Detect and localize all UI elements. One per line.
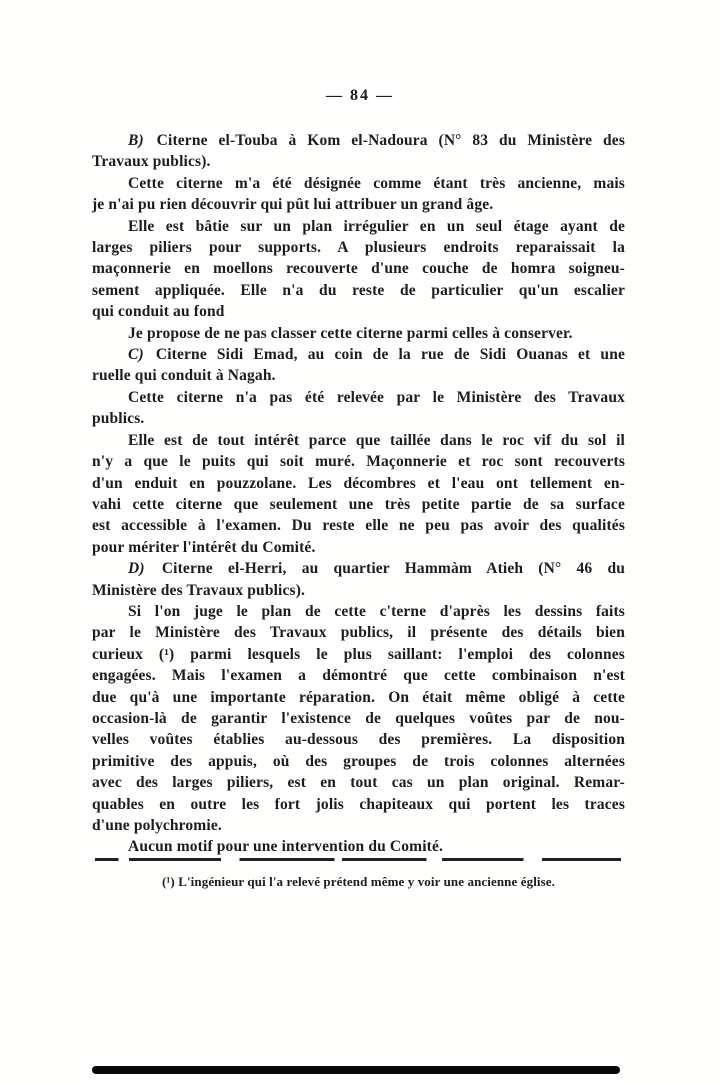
scan-artifact-bar <box>92 1066 620 1074</box>
text-line: n'y a que le puits qui soit muré. Maçonnerie et roc sont recouverts <box>92 453 625 471</box>
paragraph <box>92 130 625 173</box>
paragraph <box>92 216 625 323</box>
text-line: D) Citerne el-Herri, au quartier Hammàm Atieh (N° 46 du <box>128 560 625 578</box>
text-line: Je propose de ne pas classer cette citerne parmi celles à conserver. <box>128 324 573 342</box>
text-line: vahi cette citerne que seulement une très petite partie de sa surface <box>92 495 625 513</box>
text-line: publics. <box>92 410 145 428</box>
text-line: velles voûtes établies au-dessous des premières. La disposition <box>92 731 625 749</box>
text-line: d'une polychromie. <box>92 817 222 834</box>
text-line: est accessible à l'examen. Du reste elle ne peu pas avoir des qualités <box>92 517 625 535</box>
text-line: je n'ai pu rien découvrir qui pût lui attribuer un grand âge. <box>92 196 494 214</box>
text-line: Cette citerne n'a pas été relevée par le Ministère des Travaux <box>128 388 625 406</box>
text-line: B) Citerne el-Touba à Kom el-Nadoura (N° 83 du Ministère des <box>128 132 625 149</box>
paragraph <box>92 387 625 430</box>
section-letter: B) <box>128 132 144 149</box>
text-line: par le Ministère des Travaux publics, il présente des détails bien <box>92 624 625 642</box>
text-line: occasion-là de garantir l'existence de quelques voûtes par de nou- <box>92 709 625 727</box>
paragraph <box>92 173 625 216</box>
paragraph <box>92 836 625 857</box>
text-line: d'un enduit en pouzzolane. Les décombres et l'eau ont tellement en- <box>92 474 625 492</box>
text-line: engagées. Mais l'examen a démontré que cette combinaison n'est <box>92 667 625 685</box>
text-line: avec des larges piliers, est en tout cas un plan original. Remar- <box>92 774 625 792</box>
text-line: qui conduit au fond <box>92 303 225 321</box>
section-letter: C) <box>128 346 144 364</box>
text-line: Elle est bâtie sur un plan irrégulier en un seul étage ayant de <box>128 217 625 235</box>
paragraph <box>92 323 625 344</box>
text-line: pour mériter l'intérêt du Comité. <box>92 538 316 556</box>
text-line: curieux (¹) parmi lesquels le plus saillant: l'emploi des colonnes <box>92 645 625 663</box>
paragraph <box>92 558 625 601</box>
paragraph <box>92 430 625 558</box>
text-line: sement appliquée. Elle n'a du reste de particulier qu'un escalier <box>92 281 625 299</box>
page-number: — 84 — <box>326 87 394 104</box>
text-line: larges piliers pour supports. A plusieurs endroits reparaissait la <box>92 239 625 257</box>
text-line: primitive des appuis, où des groupes de trois colonnes alternées <box>92 752 625 770</box>
footnote-divider <box>95 858 621 861</box>
text-line: Travaux publics). <box>92 153 211 171</box>
text-line: Elle est de tout intérêt parce que taillée dans le roc vif du sol il <box>128 431 625 449</box>
paragraph <box>92 601 625 836</box>
text-line: C) Citerne Sidi Emad, au coin de la rue de Sidi Ouanas et une <box>128 346 625 364</box>
section-letter: D) <box>128 560 145 578</box>
text-line: maçonnerie en moellons recouverte d'une couche de homra soigneu- <box>92 260 625 278</box>
text-line: Ministère des Travaux publics). <box>92 581 306 599</box>
text-line: Aucun motif pour une intervention du Comité. <box>128 838 444 856</box>
footnote-text: (¹) L'ingénieur qui l'a relevé prétend même y voir une ancienne église. <box>161 874 556 889</box>
text-line: Si l'on juge le plan de cette c'terne d'après les dessins faits <box>128 602 625 620</box>
text-line: due qu'à une importante réparation. On était même obligé à cette <box>92 688 625 706</box>
paragraph <box>92 344 625 387</box>
text-line: Cette citerne m'a été désignée comme étant très ancienne, mais <box>128 174 625 192</box>
text-line: ruelle qui conduit à Nagah. <box>92 367 276 385</box>
text-line: quables en outre les fort jolis chapiteaux qui portent les traces <box>92 795 625 813</box>
text-block <box>92 130 625 858</box>
